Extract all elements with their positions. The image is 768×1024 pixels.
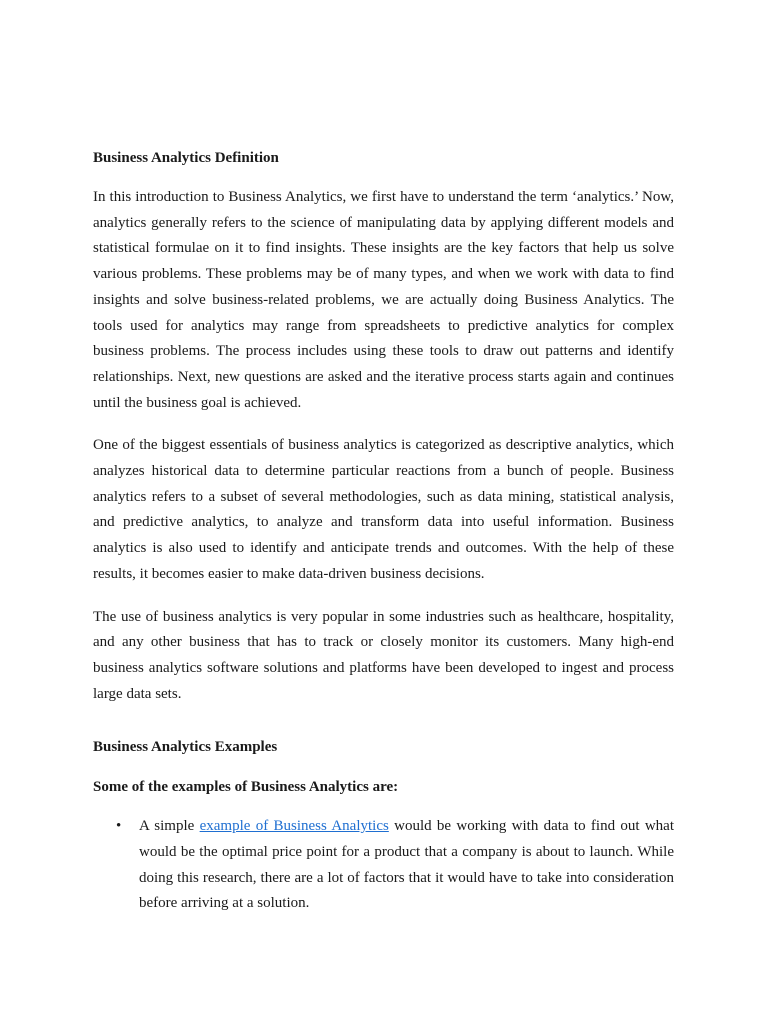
example-link[interactable]: example of Business Analytics bbox=[199, 818, 389, 835]
paragraph-industries: The use of business analytics is very popular in some industries such as healthcare, hospitality, and any other business that has to track or closely monitor its customers. Many high-end business analytics software solutions and platforms have been developed to ingest and process large data sets. bbox=[93, 608, 674, 702]
paragraph-descriptive-analytics: One of the biggest essentials of business analytics is categorized as descriptive analytics, which analyzes historical data to determine particular reactions from a bunch of people. Business analytics refers to a subset of several methodologies, such as data mining, statistical analysis, and predictive analytics, to analyze and transform data into useful information. Business analytics is also used to identify and anticipate trends and outcomes. With the help of these results, it becomes easier to make data-driven business decisions. bbox=[93, 437, 674, 582]
section-heading-examples: Business Analytics Examples bbox=[93, 739, 278, 756]
bullet-icon: • bbox=[116, 818, 122, 835]
paragraph-intro: In this introduction to Business Analytics, we first have to understand the term ‘analytics.’ Now, analytics generally refers to the science of manipulating data by applying different models and statistical formulae on it to find insights. These insights are the key factors that help us solve various problems. These problems may be of many types, and when we work with data to find insights and solve business-related problems, we are actually doing Business Analytics. The tools used for analytics may range from spreadsheets to predictive analytics for complex business problems. The process includes using these tools to draw out patterns and identify relationships. Next, new questions are asked and the iterative process starts again and continues until the business goal is achieved. bbox=[93, 189, 674, 411]
list-item bbox=[93, 814, 674, 917]
examples-list bbox=[93, 814, 674, 917]
examples-subheading: Some of the examples of Business Analytics are: bbox=[93, 779, 399, 796]
bullet-text-after: would be working with data to find out what would be the optimal price point for a product that a company is about to launch. While doing this research, there are a lot of factors that it would have to take into consideration before arriving at a solution. bbox=[139, 818, 674, 912]
bullet-text-before: A simple bbox=[139, 818, 200, 835]
section-heading-definition: Business Analytics Definition bbox=[93, 150, 279, 166]
